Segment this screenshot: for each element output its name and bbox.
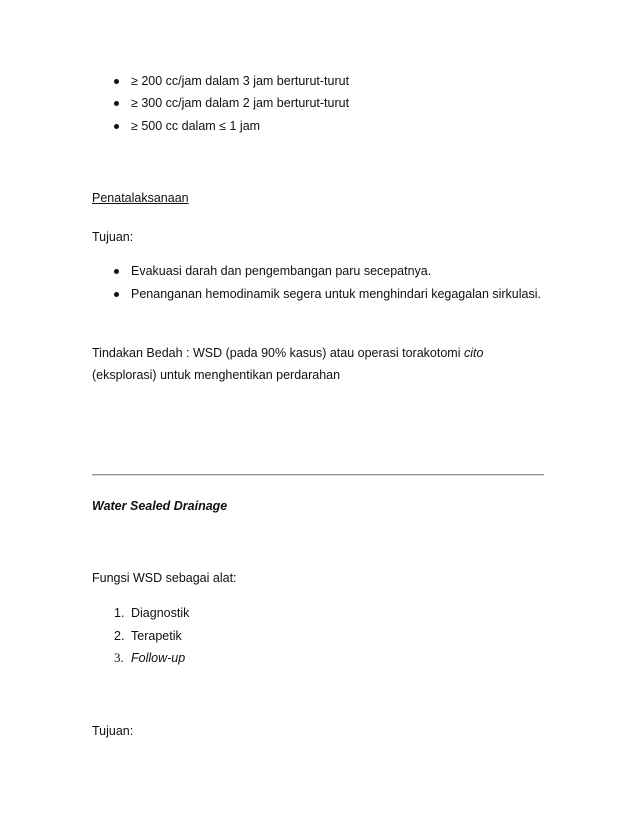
bullet-icon: [114, 124, 119, 129]
wsd-function-label: Fungsi WSD sebagai alat:: [92, 571, 237, 585]
list-number: 1.: [114, 606, 125, 620]
surgery-paragraph-line1: [92, 345, 483, 361]
bullet-icon: [114, 79, 119, 84]
surgery-italic: cito: [463, 346, 484, 360]
criteria-item: ≥ 500 cc dalam ≤ 1 jam: [131, 119, 261, 133]
surgery-text: Tindakan Bedah : WSD (pada 90% kasus) atau operasi torakotomi: [92, 346, 464, 360]
goal-item: Evakuasi darah dan pengembangan paru secepatnya.: [131, 264, 432, 278]
function-item: Diagnostik: [131, 606, 190, 620]
management-heading: Penatalaksanaan: [92, 191, 189, 205]
criteria-item: ≥ 200 cc/jam dalam 3 jam berturut-turut: [131, 74, 350, 88]
list-number: 2.: [114, 629, 125, 643]
wsd-goal-label: Tujuan:: [92, 724, 134, 738]
section-divider: [92, 474, 544, 476]
goal-item: Penanganan hemodinamik segera untuk menghindari kegagalan sirkulasi.: [131, 287, 541, 301]
bullet-icon: [114, 292, 119, 297]
criteria-item: ≥ 300 cc/jam dalam 2 jam berturut-turut: [131, 96, 350, 110]
bullet-icon: [114, 101, 119, 106]
bullet-icon: [114, 269, 119, 274]
management-goal-label: Tujuan:: [92, 230, 134, 244]
wsd-heading: Water Sealed Drainage: [92, 499, 228, 513]
function-item: Follow-up: [131, 651, 186, 665]
list-number: 3.: [114, 650, 124, 665]
surgery-paragraph-line2: (eksplorasi) untuk menghentikan perdarahan: [92, 368, 341, 382]
function-item: Terapetik: [131, 629, 182, 643]
